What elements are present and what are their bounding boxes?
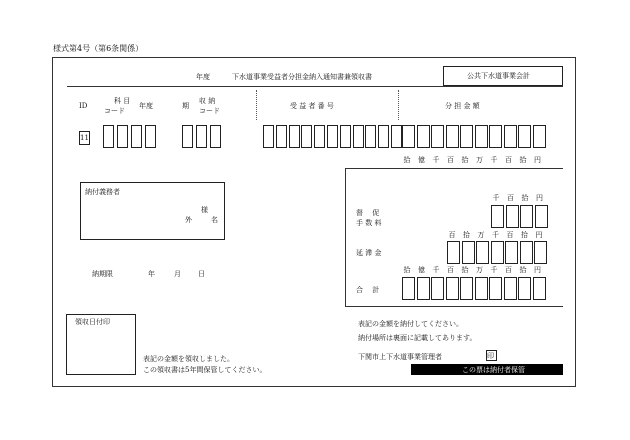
beneficiary-number-cell [276, 125, 287, 148]
amount-unit-label: 万 [476, 156, 483, 164]
total-unit-label: 拾 [461, 266, 469, 274]
total-cell [475, 277, 488, 300]
total-cell [431, 277, 444, 300]
total-label: 合 計 [356, 286, 380, 294]
receipt-stamp-label: 領収日付印 [75, 318, 110, 326]
amount-cell [533, 125, 546, 148]
total-cell [533, 277, 546, 300]
deadline-day: 日 [198, 270, 205, 278]
payer-mei: 名 [211, 216, 218, 224]
total-unit-label: 億 [418, 266, 425, 274]
beneficiary-number-cell [365, 125, 376, 148]
form-number: 様式第4号（第6条関係） [53, 44, 144, 53]
header-beneficiary-number: 受 益 者 番 号 [290, 102, 334, 110]
total-unit-label: 百 [505, 266, 512, 274]
delay-unit-label: 拾 [463, 231, 470, 239]
total-cell [402, 277, 415, 300]
deadline-label: 納期限 [92, 270, 113, 278]
period-code-cell [196, 125, 207, 148]
form-title: 下水道事業受益者分担金納入通知書兼領収書 [232, 73, 372, 81]
amount-unit-label: 円 [534, 156, 541, 164]
amount-cell [475, 125, 488, 148]
total-cell [417, 277, 430, 300]
reminder-cell [520, 205, 533, 228]
reminder-cell [491, 205, 504, 228]
header-top-line [67, 86, 563, 87]
beneficiary-number-cell [327, 125, 338, 148]
id-value: 11 [80, 134, 89, 142]
amount-unit-label: 百 [447, 156, 454, 164]
delay-cell [520, 241, 533, 264]
manager-label: 下関市上下水道事業管理者 [358, 353, 442, 361]
delay-cell [534, 241, 547, 264]
beneficiary-number-cell [263, 125, 274, 148]
fees-left-line [345, 168, 346, 306]
total-cell [489, 277, 502, 300]
period-code-cell [210, 125, 221, 148]
total-cell [460, 277, 473, 300]
amount-cell [431, 125, 444, 148]
header-id: ID [79, 102, 88, 110]
payment-note-2: 納付場所は裏面に記載してあります。 [358, 334, 477, 342]
title-year: 年度 [196, 73, 210, 81]
amount-cell [489, 125, 502, 148]
deadline-year: 年 [148, 270, 155, 278]
total-cell [518, 277, 531, 300]
reminder-label: 督 促 [356, 209, 380, 217]
total-unit-label: 円 [534, 266, 541, 274]
period-code-cell [182, 125, 193, 148]
seal-label: 印 [487, 352, 494, 360]
amount-unit-label: 千 [432, 156, 440, 164]
receipt-note-1: 表記の金額を領収しました。 [143, 355, 234, 363]
delay-unit-label: 百 [506, 231, 514, 239]
delay-unit-label: 拾 [521, 231, 528, 239]
reminder-fee-label: 手 数 料 [356, 219, 382, 227]
amount-cell [504, 125, 517, 148]
header-receipt: 収 納 [199, 97, 216, 105]
total-unit-label: 百 [447, 266, 454, 274]
subject-year-cell [117, 125, 128, 148]
amount-cell [460, 125, 473, 148]
reminder-cell [535, 205, 548, 228]
beneficiary-number-cell [378, 125, 389, 148]
header-amount: 分 担 金 額 [445, 102, 480, 110]
delay-unit-label: 百 [448, 231, 456, 239]
amount-unit-label: 千 [490, 156, 498, 164]
beneficiary-number-cell [314, 125, 325, 148]
header-receipt-code: コード [199, 107, 220, 115]
beneficiary-number-cell [391, 125, 402, 148]
payer-sama: 様 [201, 206, 208, 214]
amount-cell [446, 125, 459, 148]
reminder-unit-label: 百 [507, 194, 514, 202]
delay-unit-label: 万 [477, 231, 485, 239]
subject-year-cell [131, 125, 142, 148]
total-unit-label: 千 [432, 266, 440, 274]
amount-unit-label: 百 [505, 156, 512, 164]
fees-bottom-line [345, 306, 563, 307]
reminder-unit-label: 拾 [521, 194, 529, 202]
delay-unit-label: 千 [492, 231, 499, 239]
header-subject-code: コード [104, 107, 125, 115]
beneficiary-number-cell [353, 125, 364, 148]
reminder-cell [506, 205, 519, 228]
total-unit-label: 拾 [519, 266, 527, 274]
beneficiary-number-cell [340, 125, 351, 148]
header-year: 年度 [139, 102, 153, 110]
payer-title: 納付義務者 [85, 188, 120, 196]
delay-cell [462, 241, 475, 264]
delay-cell [491, 241, 504, 264]
total-unit-label: 千 [490, 266, 498, 274]
reminder-unit-label: 千 [492, 194, 500, 202]
header-subject: 科 目 [114, 97, 131, 105]
delay-label: 延 滞 金 [356, 249, 382, 257]
beneficiary-number-cell [289, 125, 300, 148]
delay-cell [447, 241, 460, 264]
subject-year-cell [145, 125, 156, 148]
amount-unit-label: 拾 [461, 156, 469, 164]
total-unit-label: 万 [476, 266, 483, 274]
header-divider [398, 90, 399, 120]
deadline-month: 月 [174, 270, 181, 278]
total-cell [504, 277, 517, 300]
payment-note-1: 表記の金額を納付してください。 [358, 320, 463, 328]
amount-cell [518, 125, 531, 148]
amount-unit-label: 拾 [519, 156, 527, 164]
subject-year-cell [103, 125, 114, 148]
keep-note: この票は納付者保管 [462, 366, 525, 374]
delay-cell [505, 241, 518, 264]
amount-cell [402, 125, 415, 148]
total-cell [446, 277, 459, 300]
delay-cell [476, 241, 489, 264]
amount-unit-label: 拾 [403, 156, 411, 164]
receipt-note-2: この領収書は5年間保管してください。 [143, 366, 267, 374]
delay-unit-label: 円 [535, 231, 543, 239]
amount-cell [417, 125, 430, 148]
header-period: 期 [182, 102, 189, 110]
header-divider [256, 90, 257, 120]
reminder-unit-label: 円 [536, 194, 543, 202]
amount-unit-label: 億 [418, 156, 425, 164]
account-name: 公共下水道事業会計 [467, 72, 530, 80]
payer-others: 外 [185, 216, 192, 224]
fees-top-line [345, 168, 563, 169]
total-unit-label: 拾 [403, 266, 411, 274]
beneficiary-number-cell [301, 125, 312, 148]
